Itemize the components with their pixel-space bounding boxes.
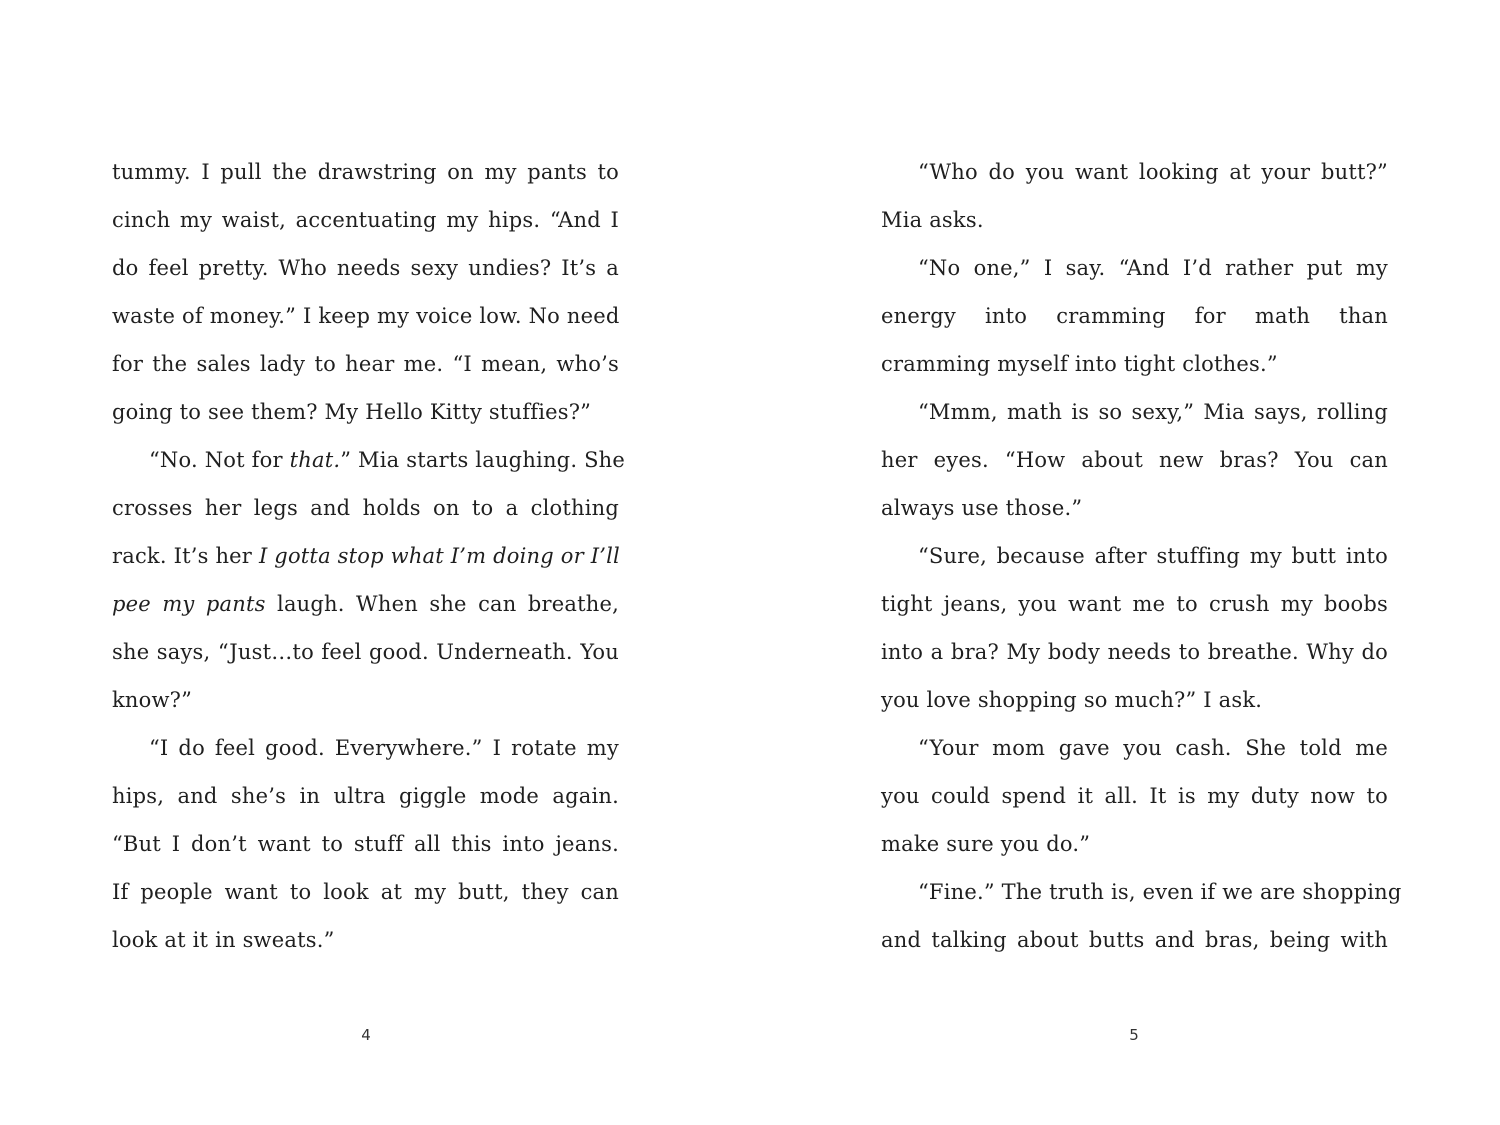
text-line: and talking about butts and bras, being with [881, 928, 1388, 952]
italic-text: I gotta stop what I’m doing or I’ll [258, 544, 620, 568]
text-line: hips, and she’s in ultra giggle mode again. [112, 784, 619, 808]
page-number: 5 [1129, 1026, 1139, 1044]
text-line: “Sure, because after stuffing my butt into [918, 544, 1388, 568]
text-line: energy into cramming for math than [881, 304, 1388, 328]
text-line: “Fine.” The truth is, even if we are shopping [918, 880, 1402, 904]
text-line: going to see them? My Hello Kitty stuffies?” [112, 400, 592, 424]
text-line [112, 532, 619, 580]
text-line: cramming myself into tight clothes.” [881, 352, 1278, 376]
left-page-text [112, 148, 626, 964]
text-line: do feel pretty. Who needs sexy undies? It’s a [112, 256, 619, 280]
text-line: into a bra? My body needs to breathe. Why do [881, 640, 1388, 664]
italic-text: that. [289, 448, 341, 472]
text-line: tight jeans, you want me to crush my boobs [881, 592, 1388, 616]
text-line: always use those.” [881, 496, 1083, 520]
text-line: “No one,” I say. “And I’d rather put my [918, 256, 1388, 280]
text-line: “Your mom gave you cash. She told me [918, 736, 1388, 760]
italic-text: pee my pants [112, 592, 266, 616]
text-line: her eyes. “How about new bras? You can [881, 448, 1388, 472]
text-line: “Who do you want looking at your butt?” [918, 160, 1388, 184]
text-line: “I do feel good. Everywhere.” I rotate my [149, 736, 619, 760]
text-line [112, 580, 619, 628]
text-run: “No. Not for [149, 448, 290, 472]
text-run: ” Mia starts laughing. She [340, 448, 626, 472]
text-line: tummy. I pull the drawstring on my pants to [112, 160, 619, 184]
right-page-text [881, 148, 1402, 964]
text-line: “Mmm, math is so sexy,” Mia says, rolling [918, 400, 1388, 424]
text-line: cinch my waist, accentuating my hips. “And I [112, 208, 619, 232]
text-line: crosses her legs and holds on to a clothing [112, 496, 619, 520]
text-line: “But I don’t want to stuff all this into jeans. [112, 832, 619, 856]
text-line: Mia asks. [881, 208, 984, 232]
text-line: If people want to look at my butt, they can [112, 880, 619, 904]
text-line: for the sales lady to hear me. “I mean, who’s [112, 352, 619, 376]
right-page [750, 0, 1500, 1125]
text-line: know?” [112, 688, 193, 712]
text-line [112, 436, 626, 484]
text-line: make sure you do.” [881, 832, 1091, 856]
text-run: rack. It’s her [112, 544, 259, 568]
text-line: you could spend it all. It is my duty now to [881, 784, 1388, 808]
text-line: look at it in sweats.” [112, 928, 335, 952]
text-line: waste of money.” I keep my voice low. No need [112, 304, 620, 328]
page-number: 4 [361, 1026, 371, 1044]
text-line: you love shopping so much?” I ask. [881, 688, 1263, 712]
text-line: she says, “Just…to feel good. Underneath. You [112, 640, 619, 664]
text-run: laugh. When she can breathe, [265, 592, 620, 616]
